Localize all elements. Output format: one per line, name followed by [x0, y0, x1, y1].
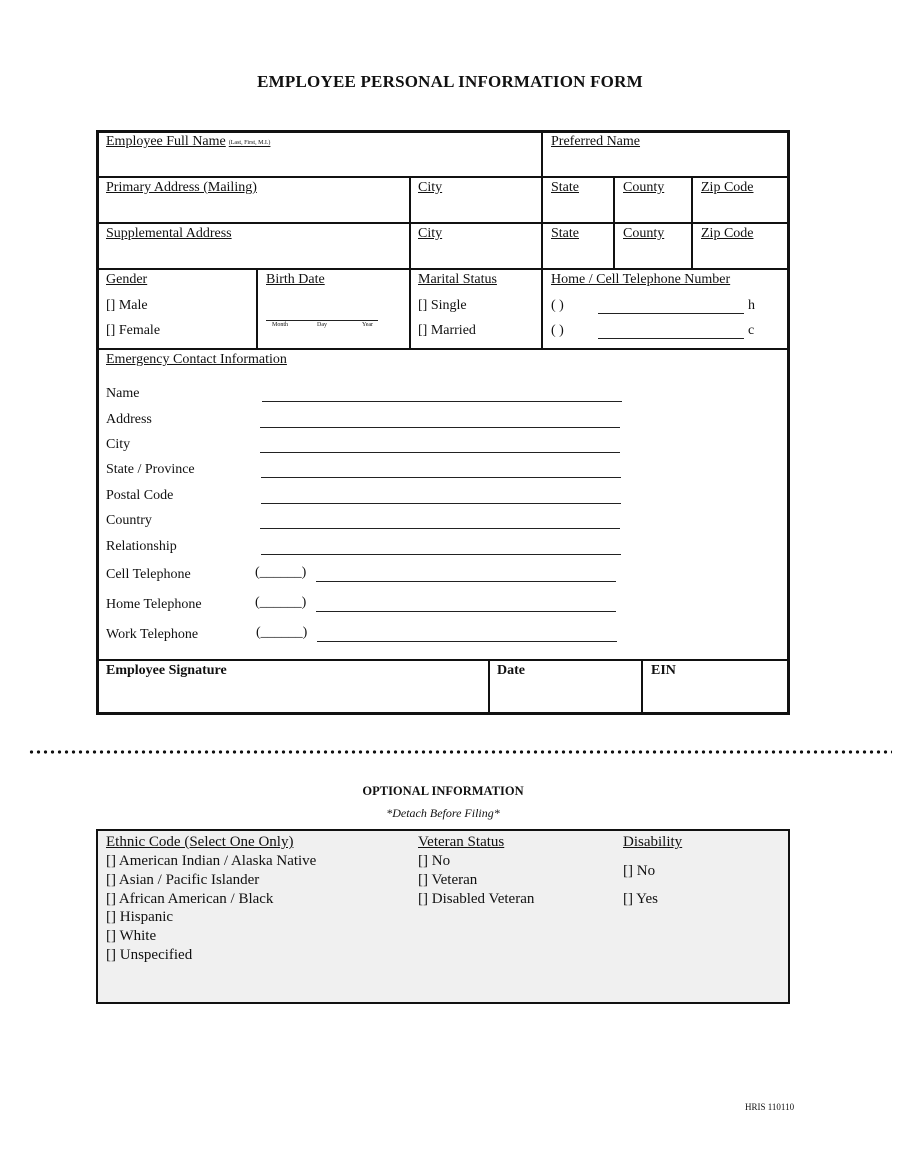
- supplemental-city-field[interactable]: [413, 244, 539, 266]
- preferred-name-field[interactable]: [545, 152, 785, 174]
- detach-dotted-line: [28, 750, 892, 754]
- emergency-home-label: Home Telephone: [106, 597, 202, 612]
- emergency-cell-line[interactable]: [316, 581, 616, 582]
- emergency-home-area[interactable]: (______): [255, 595, 307, 610]
- supplemental-county-label: County: [623, 226, 665, 241]
- full-name-field[interactable]: [100, 152, 540, 174]
- supplemental-address-label: Supplemental Address: [106, 226, 232, 241]
- emergency-work-area[interactable]: (______): [256, 625, 308, 640]
- supplemental-address-field[interactable]: [100, 244, 406, 266]
- supplemental-state-label: State: [551, 226, 579, 241]
- primary-state-label: State: [551, 180, 579, 195]
- emergency-address-label: Address: [106, 412, 152, 427]
- gender-female-checkbox[interactable]: [] Female: [106, 323, 161, 338]
- form-code-footer: HRIS 110110: [745, 1102, 795, 1112]
- emergency-state-line[interactable]: [261, 477, 621, 478]
- ein-field[interactable]: [645, 682, 785, 710]
- signature-date-label: Date: [497, 663, 525, 678]
- preferred-name-label: Preferred Name: [551, 134, 641, 149]
- emergency-address-line[interactable]: [260, 427, 620, 428]
- supplemental-county-field[interactable]: [617, 244, 689, 266]
- cell-area-code: ( ): [551, 323, 564, 338]
- optional-info-title: OPTIONAL INFORMATION: [362, 784, 524, 798]
- emergency-city-line[interactable]: [260, 452, 620, 453]
- cell-phone-suffix: c: [748, 323, 755, 338]
- home-phone-suffix: h: [748, 298, 755, 313]
- ethnic-code-heading: Ethnic Code (Select One Only): [106, 834, 294, 850]
- full-name-label: Employee Full Name (Last, First, M.I.): [106, 134, 271, 149]
- primary-county-field[interactable]: [617, 198, 689, 220]
- full-name-hint: (Last, First, M.I.): [228, 140, 271, 146]
- birth-day-label: Day: [317, 322, 327, 328]
- veteran-no-checkbox[interactable]: [] No: [418, 853, 451, 869]
- primary-state-field[interactable]: [545, 198, 611, 220]
- emergency-contact-heading: Emergency Contact Information: [106, 352, 287, 367]
- ethnic-african-american-checkbox[interactable]: [] African American / Black: [106, 891, 274, 907]
- ethnic-american-indian-checkbox[interactable]: [] American Indian / Alaska Native: [106, 853, 317, 869]
- ethnic-asian-checkbox[interactable]: [] Asian / Pacific Islander: [106, 872, 260, 888]
- supplemental-zip-label: Zip Code: [701, 226, 754, 241]
- disability-heading: Disability: [623, 834, 683, 850]
- telephone-label: Home / Cell Telephone Number: [551, 272, 731, 287]
- primary-city-field[interactable]: [413, 198, 539, 220]
- optional-info-box: [96, 829, 790, 1004]
- home-area-code: ( ): [551, 298, 564, 313]
- employee-signature-field[interactable]: [100, 682, 486, 710]
- primary-address-field[interactable]: [100, 198, 406, 220]
- birth-date-label: Birth Date: [266, 272, 325, 287]
- emergency-cell-label: Cell Telephone: [106, 567, 191, 582]
- emergency-postal-line[interactable]: [261, 503, 621, 504]
- primary-zip-field[interactable]: [695, 198, 785, 220]
- gender-male-checkbox[interactable]: [] Male: [106, 298, 148, 313]
- primary-city-label: City: [418, 180, 443, 195]
- ein-label: EIN: [651, 663, 676, 678]
- home-phone-line[interactable]: [598, 313, 744, 314]
- supplemental-state-field[interactable]: [545, 244, 611, 266]
- marital-status-label: Marital Status: [418, 272, 497, 287]
- birth-month-label: Month: [272, 322, 289, 328]
- optional-info-subtitle: *Detach Before Filing*: [386, 806, 500, 820]
- gender-label: Gender: [106, 272, 148, 287]
- signature-date-field[interactable]: [492, 682, 639, 710]
- form-title: EMPLOYEE PERSONAL INFORMATION FORM: [257, 72, 643, 91]
- emergency-name-label: Name: [106, 386, 140, 401]
- emergency-relationship-line[interactable]: [261, 554, 621, 555]
- birth-year-label: Year: [362, 322, 374, 328]
- disability-no-checkbox[interactable]: [] No: [623, 863, 656, 879]
- emergency-home-line[interactable]: [316, 611, 616, 612]
- primary-zip-label: Zip Code: [701, 180, 754, 195]
- emergency-work-line[interactable]: [317, 641, 617, 642]
- primary-county-label: County: [623, 180, 665, 195]
- primary-address-label: Primary Address (Mailing): [106, 180, 257, 195]
- supplemental-zip-field[interactable]: [695, 244, 785, 266]
- ethnic-white-checkbox[interactable]: [] White: [106, 928, 157, 944]
- marital-single-checkbox[interactable]: [] Single: [418, 298, 467, 313]
- emergency-name-line[interactable]: [262, 401, 622, 402]
- emergency-state-label: State / Province: [106, 462, 195, 477]
- emergency-relationship-label: Relationship: [106, 539, 177, 554]
- emergency-cell-area[interactable]: (______): [255, 565, 307, 580]
- emergency-postal-label: Postal Code: [106, 488, 174, 503]
- emergency-city-label: City: [106, 437, 131, 452]
- veteran-yes-checkbox[interactable]: [] Veteran: [418, 872, 478, 888]
- birth-date-line[interactable]: [266, 320, 378, 321]
- disability-yes-checkbox[interactable]: [] Yes: [623, 891, 659, 907]
- cell-phone-line[interactable]: [598, 338, 744, 339]
- marital-married-checkbox[interactable]: [] Married: [418, 323, 476, 338]
- veteran-status-heading: Veteran Status: [418, 834, 505, 850]
- ethnic-unspecified-checkbox[interactable]: [] Unspecified: [106, 947, 193, 963]
- emergency-country-line[interactable]: [260, 528, 620, 529]
- supplemental-city-label: City: [418, 226, 443, 241]
- emergency-work-label: Work Telephone: [106, 627, 199, 642]
- employee-signature-label: Employee Signature: [106, 663, 227, 678]
- ethnic-hispanic-checkbox[interactable]: [] Hispanic: [106, 909, 174, 925]
- emergency-country-label: Country: [106, 513, 152, 528]
- disabled-veteran-checkbox[interactable]: [] Disabled Veteran: [418, 891, 535, 907]
